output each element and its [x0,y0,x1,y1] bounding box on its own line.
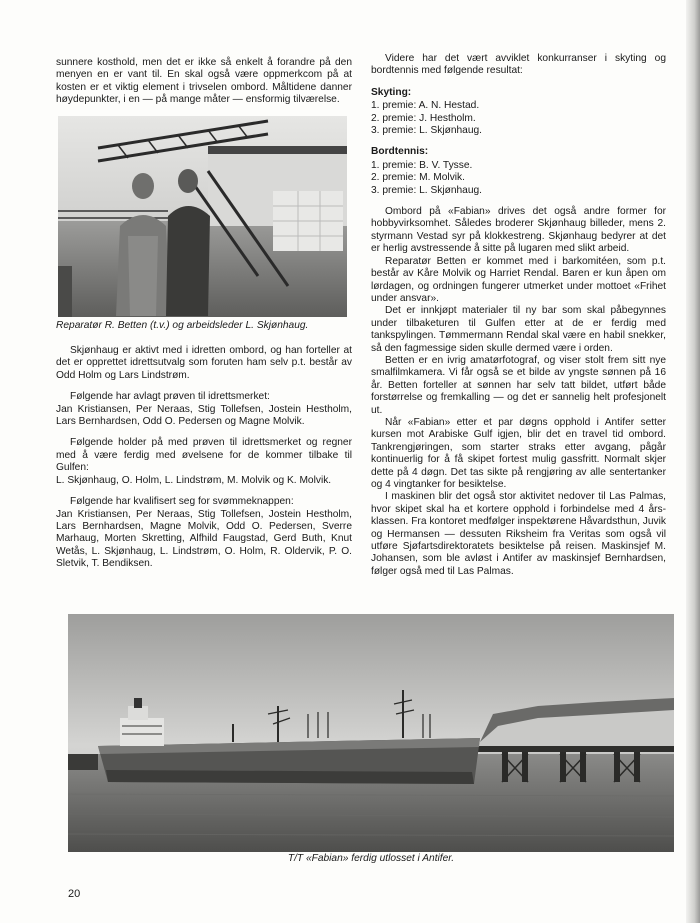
competitions-intro: Videre har det vært avviklet konkurranser i skyting og bordtennis med følgende resultat: [371,53,666,77]
bar-committee-paragraph: Reparatør Betten er kommet med i barkomitéen, som p.t. består av Kåre Molvik og Harriet Rendal. Baren er kun åpen om lørdagen, og ordningen fungerer utmerket under mottoet «Frihet under ansvar». [371,255,666,304]
ship-photo-caption: T/T «Fabian» ferdig utlosset i Antifer. [287,853,455,864]
hobby-paragraph: Ombord på «Fabian» drives det også andre former for hobbyvirksomhet. Således broderer Skjønhaug billeder, mens 2. styrmann Vestad syr på klokkestreng. Skjønhaug bedyrer at det er herlig avstressende å sitte på lugaren med slikt arbeid. [371,206,666,255]
shooting-result-item: 1. premie: A. N. Hestad. [371,100,480,112]
shooting-result-item: 3. premie: L. Skjønhaug. [371,125,482,137]
crew-photo [58,116,347,317]
photographer-paragraph: Betten er en ivrig amatørfotograf, og viser stolt frem sitt nye smalfilmkamera. Vi får også se et bilde av yngste sønnen på 16 år. Betten forteller at sønnen har selv tatt bildet, utført både forstørrelse og fremkalling — og det er sannelig helt profesjonelt ut. [371,354,666,416]
bar-materials-paragraph: Det er innkjøpt materialer til ny bar som skal påbegynnes under tilbaketuren til Gulfen etter at de er ferdig med tankspylingen. Tømmermann Rendal skal være en habil snekker, så den fagmessige siden skulle dermed være i orden. [371,305,666,354]
tabletennis-result-item: 1. premie: B. V. Tysse. [371,159,473,171]
crew-photo-caption: Reparatør R. Betten (t.v.) og arbeidsleder L. Skjønhaug. [56,319,309,331]
page-edge-shadow [686,0,700,923]
working-test-names: L. Skjønhaug, O. Holm, L. Lindstrøm, M. Molvik og K. Molvik. [56,474,332,486]
shooting-results [371,100,666,137]
swim-badge-paragraph: Følgende har kvalifisert seg for svømmeknappen: [70,496,294,508]
page-number: 20 [68,888,81,900]
tabletennis-heading: Bordtennis: [371,146,429,158]
swim-badge-names: Jan Kristiansen, Per Neraas, Stig Tollefsen, Jostein Hestholm, Lars Bernhardsen, Magne Molvik, Odd O. Pedersen, Sverre Marhaug, Morten Skretting, Alfhild Faugstad, Gerd Buth, Knut Wetås, L. Skjønhaug, L. Lindstrøm, O. Holm, R. Oldervik, P. O. Sletvik, T. Bendiksen. [56,508,352,570]
ship-photo [68,614,674,852]
sport-committee-paragraph: Skjønhaug er aktivt med i idretten ombord, og han forteller at det er opprettet idrettsutvalg som foruten ham selv p.t. består av Odd Holm og Lars Lindstrøm. [56,345,352,381]
passed-test-names: Jan Kristiansen, Per Neraas, Stig Tollefsen, Jostein Hestholm, Lars Bernhardsen, Odd O. Pedersen og Magne Molvik. [56,403,352,428]
shooting-heading: Skyting: [371,86,412,98]
tabletennis-results [371,160,666,197]
antifer-paragraph: Når «Fabian» etter et par døgns opphold i Antifer setter kursen mot Arabiske Gulf igjen, blir det en travel tid ombord. Tankrengjøringen, som starter straks etter avgang, pågår kontinuerlig for å få skipet fortest mulig gassfritt. Normalt skjer dette på 4 døgn. Det tas sikte på rengjøring av alle sentertanker og 4 vingtanker for besiktelse. [371,416,666,490]
right-column [371,53,666,578]
left-column [56,57,352,571]
left-intro-paragraph: sunnere kosthold, men det er ikke så enkelt å forandre på den menyen en er vant til. En skal også være oppmerkcom på at kosten er et viktig element i trivselen ombord. Måltidene danner høydepunkter, i en — på mange måter — ensformig tilværelse. [56,57,352,106]
working-test-paragraph: Følgende holder på med prøven til idrettsmerket og regner med å være ferdig med øvelsene for de kommer tilbake til Gulfen: [56,437,352,474]
shooting-result-item: 2. premie: J. Hestholm. [371,112,476,124]
engine-room-paragraph: I maskinen blir det også stor aktivitet nedover til Las Palmas, hvor skipet skal ha et kortere opphold i forbindelse med 4 års-klassen. Fra kontoret medfølger inspektørene Håvardsthun, Juvik og Hermansen — dessuten Riksheim fra Veritas som også vil utføre Sjøfartsdirektoratets besiktelse på reisen. Maskinsjef M. Johansen, som ble avløst i Antifer av maskinsjef Bernhardsen, følger også med til Las Palmas. [371,491,666,577]
passed-test-paragraph: Følgende har avlagt prøven til idrettsmerket: [70,391,270,403]
tabletennis-result-item: 2. premie: M. Molvik. [371,172,465,184]
tabletennis-result-item: 3. premie: L. Skjønhaug. [371,184,482,196]
